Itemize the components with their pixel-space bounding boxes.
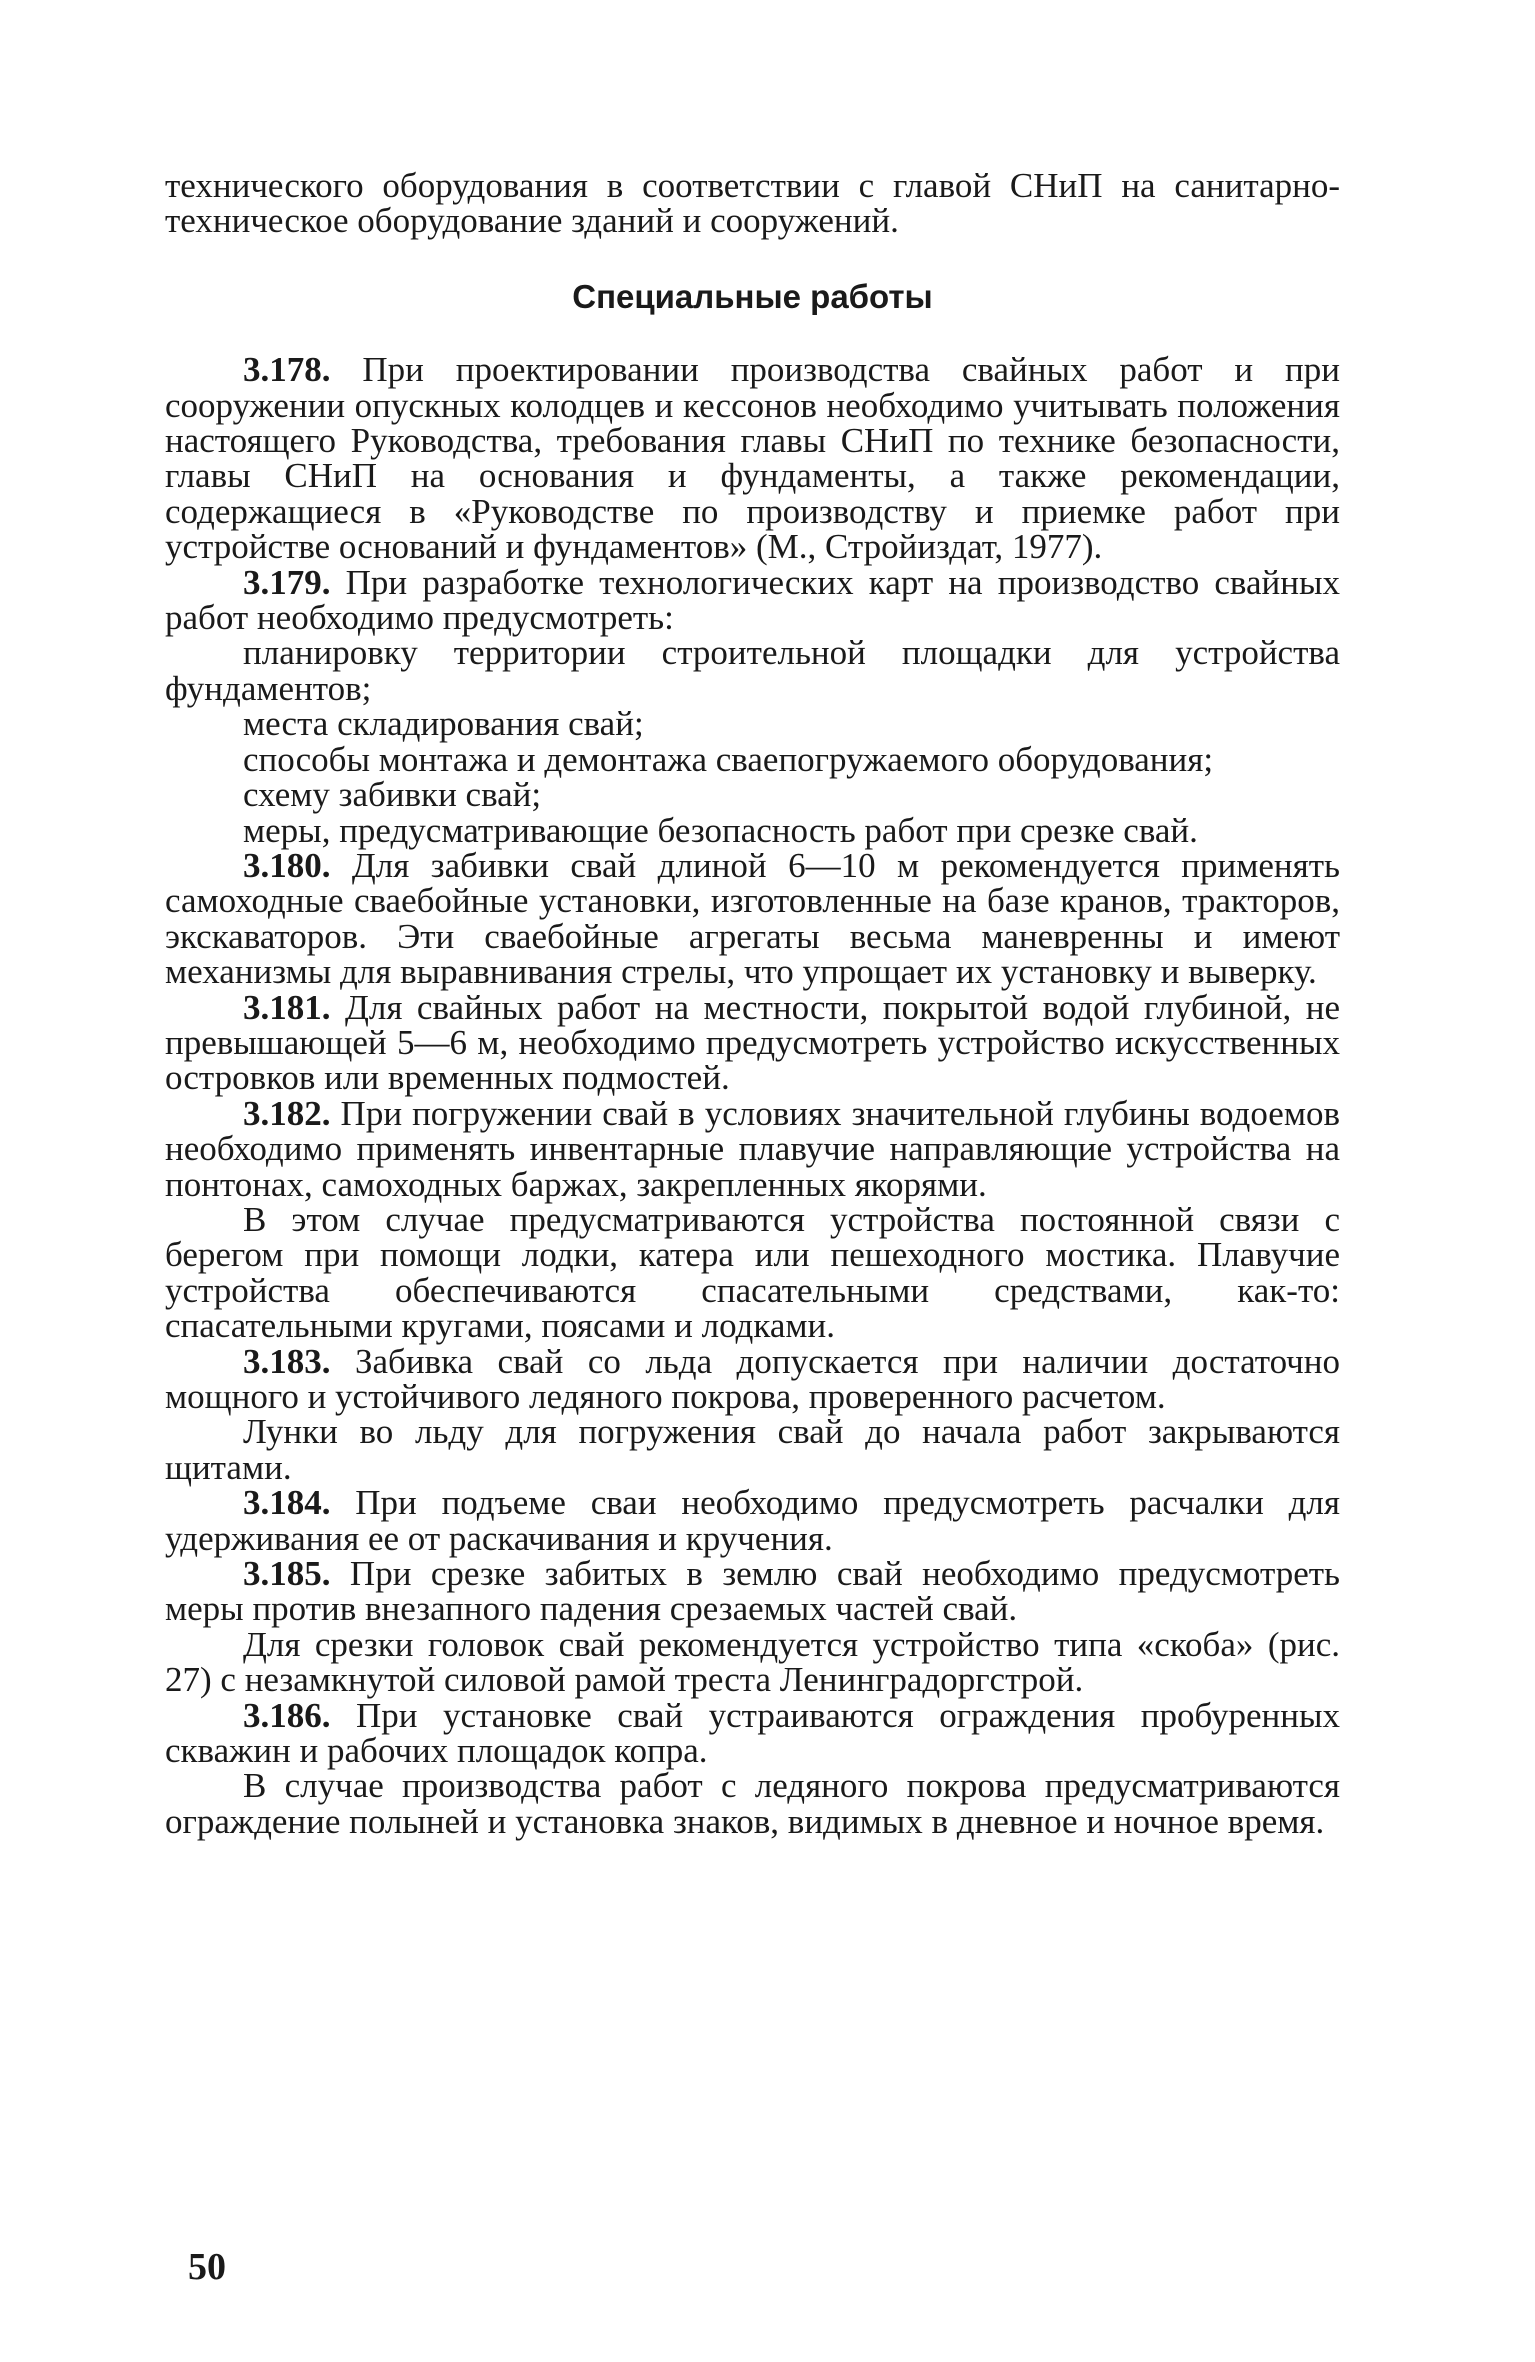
clause-text: Забивка свай со льда допускается при наличии достаточно мощного и устойчивого ледяного покрова, проверенного расчетом. [165, 1341, 1340, 1416]
clause-text: Для свайных работ на местности, покрытой водой глубиной, не превышающей 5—6 м, необходимо предусмотреть устройство искусственных островков или временных подмостей. [165, 987, 1340, 1098]
paragraph-3-185 [165, 1556, 1340, 1627]
body-text [165, 168, 1340, 1839]
list-item: способы монтажа и демонтажа сваепогружаемого оборудования; [243, 739, 1214, 779]
clause-text: При срезке забитых в землю свай необходимо предусмотреть меры против внезапного падения срезаемых частей свай. [165, 1554, 1340, 1629]
paragraph-3-178 [165, 350, 1340, 567]
paragraph: В этом случае предусматриваются устройства постоянной связи с берегом при помощи лодки, катера или пешеходного мостика. Плавучие устройства обеспечиваются спасательными средствами, как-то: спасательными кругами, поясами и лодками. [165, 1199, 1340, 1346]
clause-number: 3.184. [243, 1483, 331, 1523]
intro-paragraph: технического оборудования в соответствии с главой СНиП на санитарно-техническое оборудование зданий и сооружений. [165, 166, 1340, 241]
clause-number: 3.180. [243, 845, 331, 885]
clause-text: При погружении свай в условиях значительной глубины водоемов необходимо применять инвентарные плавучие направляющие устройства на понтонах, самоходных баржах, закрепленных якорями. [165, 1093, 1340, 1204]
clause-number: 3.186. [243, 1695, 331, 1735]
clause-number: 3.181. [243, 987, 331, 1027]
list-item: меры, предусматривающие безопасность работ при срезке свай. [243, 810, 1198, 850]
clause-number: 3.183. [243, 1341, 331, 1381]
paragraph-3-184 [165, 1485, 1340, 1556]
list-item: планировку территории строительной площадки для устройства фундаментов; [165, 633, 1340, 708]
paragraph-3-183 [165, 1341, 1340, 1416]
paragraph: В случае производства работ с ледяного покрова предусматриваются ограждение полыней и установка знаков, видимых в дневное и ночное время. [165, 1766, 1340, 1841]
page-number: 50 [188, 2246, 226, 2288]
paragraph-3-180 [165, 845, 1340, 992]
section-heading: Специальные работы [572, 277, 933, 315]
clause-number: 3.179. [243, 562, 331, 602]
paragraph-3-181 [165, 987, 1340, 1098]
clause-text: При разработке технологических карт на производство свайных работ необходимо предусмотреть: [165, 562, 1340, 638]
clause-number: 3.185. [243, 1554, 331, 1594]
clause-number: 3.182. [243, 1093, 331, 1133]
list-item: места складирования свай; [243, 704, 644, 744]
clause-number: 3.178. [243, 350, 331, 390]
paragraph-3-186 [165, 1695, 1340, 1771]
paragraph-3-179 [165, 562, 1340, 638]
clause-text: При подъеме сваи необходимо предусмотреть расчалки для удерживания ее от раскачивания и кручения. [165, 1483, 1340, 1558]
clause-text: При проектировании производства свайных работ и при сооружении опускных колодцев и кессонов необходимо учитывать положения настоящего Руководства, требования главы СНиП по технике безопасности, главы СНиП на основания и фундаменты, а также рекомендации, содержащиеся в «Руководстве по производству и приемке работ при устройстве оснований и фундаментов» (М., Стройиздат, 1977). [165, 350, 1340, 567]
paragraph: Для срезки головок свай рекомендуется устройство типа «скоба» (рис. 27) с незамкнутой силовой рамой треста Ленинградоргстрой. [165, 1624, 1340, 1700]
list-item: схему забивки свай; [243, 775, 542, 815]
paragraph-3-182 [165, 1093, 1340, 1204]
paragraph: Лунки во льду для погружения свай до начала работ закрываются щитами. [165, 1412, 1340, 1487]
clause-text: При установке свай устраиваются ограждения пробуренных скважин и рабочих площадок копра. [165, 1695, 1340, 1771]
clause-text: Для забивки свай длиной 6—10 м рекомендуется применять самоходные сваебойные установки, изготовленные на базе кранов, тракторов, экскаваторов. Эти сваебойные агрегаты весьма маневренны и имеют механизмы для выравнивания стрелы, что упрощает их установку и выверку. [165, 845, 1340, 992]
